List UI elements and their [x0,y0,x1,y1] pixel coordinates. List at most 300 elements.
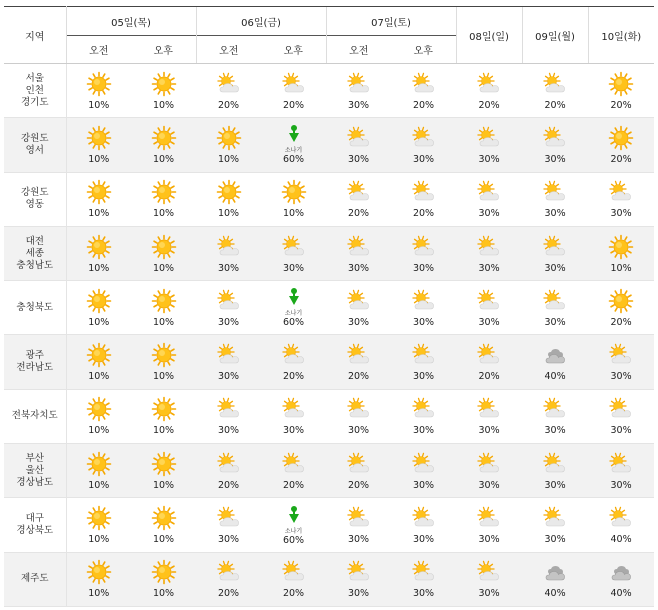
precipitation-probability: 60% [282,534,305,546]
precipitation-probability: 30% [412,153,435,165]
forecast-cell [588,552,654,606]
partly-cloudy-icon [411,342,437,368]
forecast-cell-content [588,175,654,223]
table-row [4,552,654,606]
sunny-icon [608,125,634,151]
precipitation-probability: 30% [282,262,305,274]
shower-icon [281,505,307,531]
precipitation-probability: 20% [478,371,500,383]
region-name-line: 부산 [25,452,44,464]
am-header: 오전 [326,36,391,64]
partly-cloudy-icon [542,451,568,477]
forecast-cell-content [261,447,326,495]
forecast-cell-content [131,501,196,549]
partly-cloudy-icon [476,234,502,260]
forecast-cell-content [261,175,326,223]
forecast-cell-content [67,175,132,223]
pm-header: 오후 [261,36,326,64]
sunny-icon [608,288,634,314]
precipitation-probability: 20% [544,99,566,111]
am-header: 오전 [66,36,131,64]
precipitation-probability: 10% [217,208,240,220]
table-row [4,335,654,389]
forecast-cell [522,498,588,552]
partly-cloudy-icon [216,71,242,97]
forecast-cell-content [196,284,261,332]
forecast-cell-content [326,501,391,549]
precipitation-probability: 30% [412,588,435,600]
precipitation-probability: 20% [282,99,305,111]
forecast-cell-content [326,447,391,495]
forecast-cell-content [67,392,132,440]
forecast-cell-content [131,447,196,495]
precipitation-probability: 20% [217,479,240,491]
partly-cloudy-icon [216,451,242,477]
precipitation-probability: 10% [88,371,110,383]
partly-cloudy-icon [281,71,307,97]
region-name-line: 강원도 [20,187,49,199]
forecast-cell-content [522,555,588,603]
forecast-cell-content [456,121,522,169]
forecast-cell [196,118,261,172]
precipitation-probability: 30% [412,534,435,546]
partly-cloudy-icon [281,559,307,585]
forecast-cell [196,552,261,606]
forecast-cell [131,226,196,280]
forecast-cell [196,444,261,498]
forecast-cell-content [67,230,132,278]
forecast-cell-content [522,121,588,169]
region-name-line: 세종 [25,247,44,259]
forecast-cell-content [196,175,261,223]
partly-cloudy-icon [216,342,242,368]
sunny-icon [151,125,177,151]
precipitation-probability: 10% [152,479,175,491]
forecast-cell [261,335,326,389]
partly-cloudy-icon [411,451,437,477]
precipitation-probability: 20% [282,588,305,600]
day-header-05: 05일(목) [66,7,196,36]
forecast-cell [66,444,131,498]
forecast-cell-content [391,501,456,549]
shower-label: 소나기 [284,147,303,155]
forecast-cell [196,335,261,389]
precipitation-probability: 30% [478,534,500,546]
partly-cloudy-icon [542,71,568,97]
partly-cloudy-icon [542,234,568,260]
partly-cloudy-icon [476,505,502,531]
precipitation-probability: 10% [88,153,110,165]
precipitation-probability: 30% [217,262,240,274]
partly-cloudy-icon [542,505,568,531]
precipitation-probability: 30% [282,425,305,437]
forecast-cell [456,498,522,552]
cloudy-icon [542,559,568,585]
precipitation-probability: 10% [152,534,175,546]
precipitation-probability: 10% [88,316,110,328]
partly-cloudy-icon [346,288,372,314]
forecast-cell-content [67,338,132,386]
forecast-cell [326,498,391,552]
region-name-line: 광주 [25,350,44,362]
pm-header: 오후 [131,36,196,64]
partly-cloudy-icon [476,179,502,205]
precipitation-probability: 30% [610,425,632,437]
forecast-cell [456,226,522,280]
forecast-cell-content [196,121,261,169]
partly-cloudy-icon [346,396,372,422]
forecast-cell [588,281,654,335]
forecast-cell [261,118,326,172]
forecast-cell-content [67,501,132,549]
precipitation-probability: 10% [217,153,240,165]
sunny-icon [151,559,177,585]
day-header-09: 09일(월) [522,7,588,64]
sunny-icon [86,234,112,260]
sunny-icon [86,125,112,151]
forecast-cell-content [588,121,654,169]
forecast-cell [391,389,456,443]
forecast-cell-content [261,284,326,332]
sunny-icon [86,451,112,477]
forecast-cell [588,444,654,498]
forecast-cell [196,281,261,335]
forecast-cell-content [391,67,456,115]
forecast-cell [391,444,456,498]
partly-cloudy-icon [281,451,307,477]
forecast-cell-content [261,230,326,278]
sunny-icon [151,71,177,97]
precipitation-probability: 30% [610,208,632,220]
sunny-icon [151,179,177,205]
region-name-line: 영서 [25,144,44,156]
forecast-cell-content [391,392,456,440]
partly-cloudy-icon [411,559,437,585]
forecast-cell-content [456,175,522,223]
forecast-cell-content [456,447,522,495]
forecast-cell [588,64,654,118]
table-row [4,226,654,280]
precipitation-probability: 20% [412,99,435,111]
forecast-cell [391,498,456,552]
sunny-icon [216,179,242,205]
partly-cloudy-icon [608,451,634,477]
precipitation-probability: 10% [88,534,110,546]
precipitation-probability: 30% [544,479,566,491]
forecast-cell [326,444,391,498]
precipitation-probability: 30% [478,425,500,437]
pm-header: 오후 [391,36,456,64]
table-header [4,7,654,64]
precipitation-probability: 10% [610,262,632,274]
forecast-cell [66,226,131,280]
forecast-cell-content [131,230,196,278]
partly-cloudy-icon [411,125,437,151]
precipitation-probability: 20% [217,588,240,600]
forecast-cell-content [131,338,196,386]
forecast-cell [261,498,326,552]
forecast-cell [66,64,131,118]
day-header-08: 08일(일) [456,7,522,64]
forecast-cell [588,389,654,443]
forecast-cell-content [522,338,588,386]
forecast-cell [261,226,326,280]
forecast-cell-content [261,392,326,440]
precipitation-probability: 30% [478,153,500,165]
forecast-cell [588,118,654,172]
partly-cloudy-icon [216,234,242,260]
region-name-line: 울산 [25,464,44,476]
forecast-cell-content [131,284,196,332]
precipitation-probability: 20% [610,153,632,165]
region-cell [4,444,66,498]
precipitation-probability: 30% [412,316,435,328]
forecast-cell [326,172,391,226]
partly-cloudy-icon [411,179,437,205]
partly-cloudy-icon [542,396,568,422]
forecast-cell-content [196,392,261,440]
partly-cloudy-icon [346,234,372,260]
partly-cloudy-icon [608,342,634,368]
region-name-line: 영동 [25,199,44,211]
precipitation-probability: 30% [544,262,566,274]
region-name-line: 경기도 [20,96,49,108]
shower-icon [281,124,307,150]
region-cell [4,118,66,172]
forecast-cell [66,335,131,389]
sunny-icon [86,342,112,368]
forecast-cell [522,335,588,389]
forecast-cell [522,444,588,498]
partly-cloudy-icon [411,396,437,422]
region-name-line: 전라남도 [16,362,54,374]
precipitation-probability: 30% [544,208,566,220]
forecast-cell [131,64,196,118]
forecast-cell [456,335,522,389]
forecast-cell [588,498,654,552]
region-name-line: 충청북도 [16,301,54,313]
forecast-cell-content [588,447,654,495]
forecast-cell [522,226,588,280]
forecast-cell-content [261,67,326,115]
partly-cloudy-icon [542,179,568,205]
forecast-cell-content [391,447,456,495]
forecast-cell [261,281,326,335]
precipitation-probability: 10% [88,262,110,274]
forecast-cell-content [67,67,132,115]
partly-cloudy-icon [411,505,437,531]
partly-cloudy-icon [346,125,372,151]
forecast-cell [131,389,196,443]
forecast-cell [522,389,588,443]
day-header-10: 10일(화) [588,7,654,64]
forecast-cell-content [131,67,196,115]
region-cell [4,64,66,118]
precipitation-probability: 10% [152,588,175,600]
precipitation-probability: 30% [347,99,370,111]
forecast-cell-content [522,447,588,495]
precipitation-probability: 30% [347,153,370,165]
partly-cloudy-icon [216,505,242,531]
partly-cloudy-icon [608,396,634,422]
forecast-cell-content [391,230,456,278]
partly-cloudy-icon [411,288,437,314]
region-cell [4,281,66,335]
shower-label: 소나기 [284,527,303,535]
precipitation-probability: 20% [610,316,632,328]
forecast-cell-content [588,501,654,549]
sunny-icon [608,234,634,260]
cloudy-icon [608,559,634,585]
precipitation-probability: 10% [88,588,110,600]
partly-cloudy-icon [476,559,502,585]
partly-cloudy-icon [476,125,502,151]
forecast-cell [391,552,456,606]
forecast-cell [196,498,261,552]
precipitation-probability: 30% [412,262,435,274]
forecast-cell-content [391,338,456,386]
sunny-icon [151,288,177,314]
table-row [4,64,654,118]
forecast-cell-content [391,175,456,223]
partly-cloudy-icon [476,342,502,368]
forecast-cell [391,64,456,118]
precipitation-probability: 20% [217,99,240,111]
weather-forecast-table-container [4,6,654,607]
forecast-cell [456,444,522,498]
forecast-cell [131,118,196,172]
forecast-cell [131,498,196,552]
precipitation-probability: 10% [152,371,175,383]
precipitation-probability: 10% [88,99,110,111]
precipitation-probability: 30% [610,479,632,491]
region-cell [4,389,66,443]
sunny-icon [281,179,307,205]
forecast-cell [326,335,391,389]
partly-cloudy-icon [281,234,307,260]
forecast-cell-content [588,555,654,603]
precipitation-probability: 10% [152,262,175,274]
precipitation-probability: 30% [217,316,240,328]
table-row [4,281,654,335]
forecast-cell-content [588,392,654,440]
forecast-cell-content [67,284,132,332]
partly-cloudy-icon [346,451,372,477]
forecast-cell [456,281,522,335]
forecast-cell [326,226,391,280]
partly-cloudy-icon [346,342,372,368]
sunny-icon [151,505,177,531]
forecast-cell-content [326,555,391,603]
precipitation-probability: 20% [610,99,632,111]
precipitation-probability: 40% [610,588,632,600]
sunny-icon [86,396,112,422]
precipitation-probability: 20% [282,479,305,491]
forecast-cell [522,172,588,226]
table-row [4,389,654,443]
precipitation-probability: 30% [544,425,566,437]
forecast-cell [196,226,261,280]
forecast-cell-content [261,338,326,386]
forecast-cell [391,335,456,389]
forecast-cell [66,552,131,606]
forecast-cell [131,172,196,226]
forecast-cell [522,64,588,118]
forecast-cell [588,226,654,280]
forecast-cell-content [261,501,326,549]
region-cell [4,226,66,280]
region-column-header: 지역 [4,7,66,64]
am-header: 오전 [196,36,261,64]
forecast-cell-content [261,555,326,603]
forecast-cell-content [196,230,261,278]
forecast-cell-content [67,447,132,495]
precipitation-probability: 60% [282,154,305,166]
forecast-cell [66,389,131,443]
precipitation-probability: 30% [544,153,566,165]
forecast-cell-content [326,230,391,278]
forecast-cell-content [522,175,588,223]
precipitation-probability: 30% [347,425,370,437]
precipitation-probability: 10% [152,316,175,328]
sunny-icon [86,505,112,531]
forecast-cell-content [326,121,391,169]
forecast-cell [261,552,326,606]
forecast-cell-content [456,392,522,440]
precipitation-probability: 10% [152,99,175,111]
shower-label: 소나기 [284,310,303,318]
partly-cloudy-icon [346,179,372,205]
partly-cloudy-icon [476,288,502,314]
precipitation-probability: 10% [152,208,175,220]
partly-cloudy-icon [542,288,568,314]
forecast-cell-content [456,67,522,115]
precipitation-probability: 60% [282,317,305,329]
precipitation-probability: 30% [217,371,240,383]
sunny-icon [151,451,177,477]
precipitation-probability: 20% [282,371,305,383]
precipitation-probability: 10% [152,425,175,437]
partly-cloudy-icon [542,125,568,151]
precipitation-probability: 10% [88,208,110,220]
forecast-cell-content [456,555,522,603]
precipitation-probability: 30% [347,316,370,328]
region-name-line: 서울 [25,72,44,84]
partly-cloudy-icon [346,71,372,97]
forecast-cell [261,172,326,226]
day-header-06: 06일(금) [196,7,326,36]
partly-cloudy-icon [411,234,437,260]
forecast-cell-content [391,121,456,169]
region-name-line: 전북자치도 [11,410,58,422]
forecast-cell-content [326,175,391,223]
forecast-cell-content [522,284,588,332]
precipitation-probability: 30% [544,316,566,328]
forecast-cell-content [326,67,391,115]
forecast-cell-content [261,121,326,169]
partly-cloudy-icon [608,179,634,205]
region-name-line: 인천 [25,84,44,96]
precipitation-probability: 30% [412,479,435,491]
forecast-cell [326,118,391,172]
forecast-cell [391,172,456,226]
forecast-cell-content [131,392,196,440]
precipitation-probability: 30% [478,262,500,274]
partly-cloudy-icon [346,505,372,531]
table-row [4,444,654,498]
sunny-icon [608,71,634,97]
shower-icon [281,287,307,313]
